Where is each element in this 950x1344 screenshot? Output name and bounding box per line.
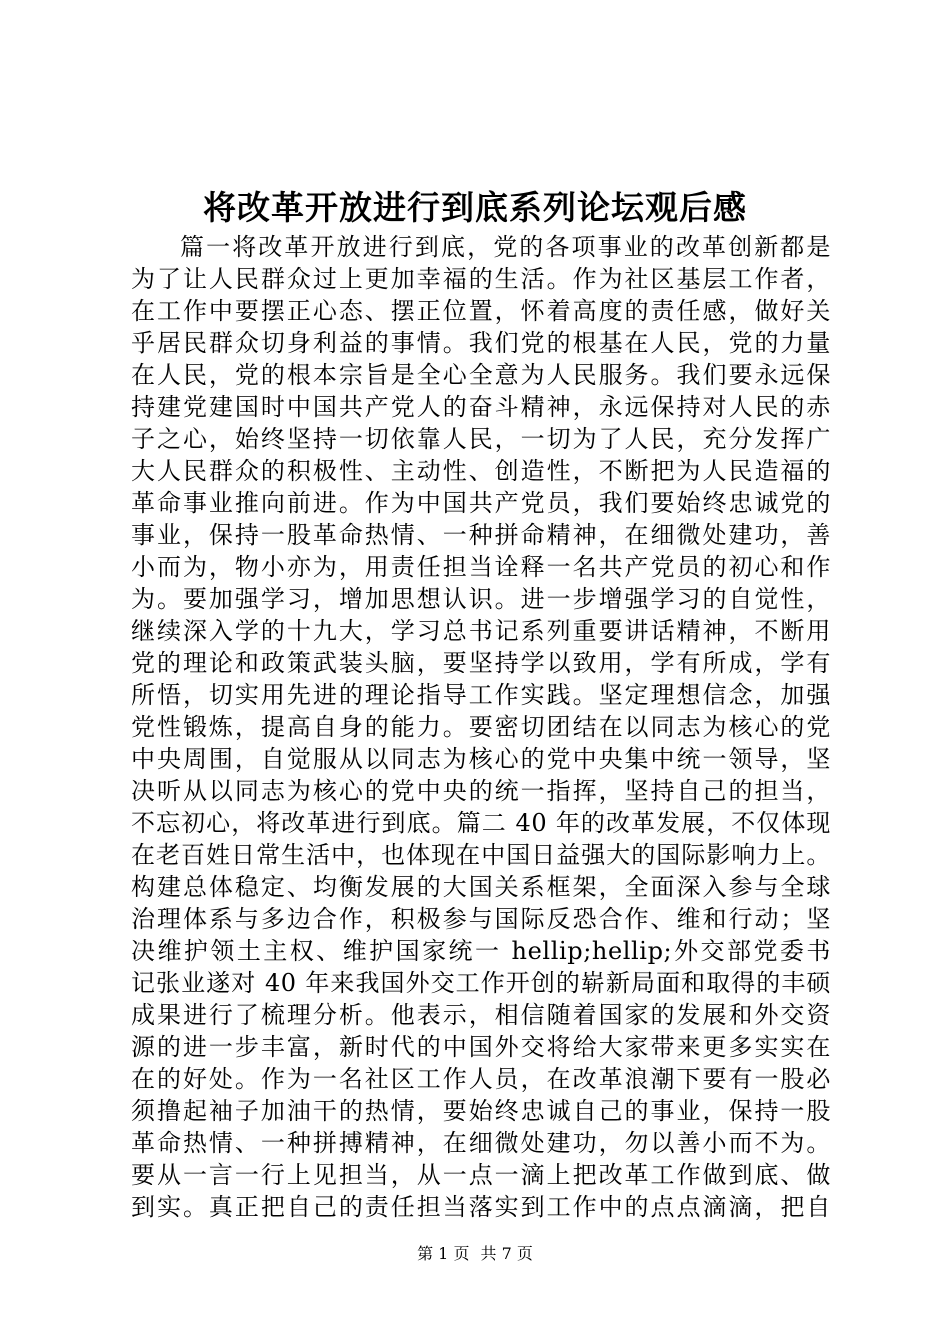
article-body bbox=[131, 231, 831, 1223]
page-footer bbox=[0, 1243, 950, 1265]
body-line: 记张业遂对 40 年来我国外交工作开创的崭新局面和取得的丰硕 bbox=[131, 969, 831, 997]
body-line: 持建党建国时中国共产党人的奋斗精神，永远保持对人民的赤 bbox=[131, 393, 831, 421]
body-line: 决维护领土主权、维护国家统一 hellip;hellip;外交部党委书 bbox=[131, 937, 831, 965]
page-number: 第 1 页 bbox=[417, 1244, 470, 1263]
body-line: 在的好处。作为一名社区工作人员，在改革浪潮下要有一股必 bbox=[131, 1065, 831, 1093]
page-total: 共 7 页 bbox=[480, 1244, 533, 1263]
body-line: 子之心，始终坚持一切依靠人民，一切为了人民，充分发挥广 bbox=[131, 425, 831, 453]
body-line: 决听从以同志为核心的党中央的统一指挥，坚持自己的担当， bbox=[131, 777, 831, 805]
page-title: 将改革开放进行到底系列论坛观后感 bbox=[203, 188, 747, 227]
body-line: 须撸起袖子加油干的热情，要始终忠诚自己的事业，保持一股 bbox=[131, 1097, 831, 1125]
body-line: 党的理论和政策武装头脑，要坚持学以致用，学有所成，学有 bbox=[131, 649, 831, 677]
body-line: 在老百姓日常生活中，也体现在中国日益强大的国际影响力上。 bbox=[131, 841, 831, 869]
body-line: 在工作中要摆正心态、摆正位置，怀着高度的责任感，做好关 bbox=[131, 297, 831, 325]
body-line: 在人民，党的根本宗旨是全心全意为人民服务。我们要永远保 bbox=[131, 361, 831, 389]
body-line: 继续深入学的十九大，学习总书记系列重要讲话精神，不断用 bbox=[131, 617, 831, 645]
body-line: 为了让人民群众过上更加幸福的生活。作为社区基层工作者， bbox=[131, 265, 831, 293]
body-line: 革命事业推向前进。作为中国共产党员，我们要始终忠诚党的 bbox=[131, 489, 831, 517]
body-line: 大人民群众的积极性、主动性、创造性，不断把为人民造福的 bbox=[131, 457, 831, 485]
body-line: 构建总体稳定、均衡发展的大国关系框架，全面深入参与全球 bbox=[131, 873, 831, 901]
body-line: 治理体系与多边合作，积极参与国际反恐合作、维和行动；坚 bbox=[131, 905, 831, 933]
body-line: 事业，保持一股革命热情、一种拼命精神，在细微处建功，善 bbox=[131, 521, 831, 549]
body-line: 革命热情、一种拼搏精神，在细微处建功，勿以善小而不为。 bbox=[131, 1129, 831, 1157]
body-line: 不忘初心，将改革进行到底。篇二 40 年的改革发展，不仅体现 bbox=[131, 809, 831, 837]
body-line: 成果进行了梳理分析。他表示，相信随着国家的发展和外交资 bbox=[131, 1001, 831, 1029]
body-line: 到实。真正把自己的责任担当落实到工作中的点点滴滴，把自 bbox=[131, 1193, 831, 1221]
body-line: 为。要加强学习，增加思想认识。进一步增强学习的自觉性， bbox=[131, 585, 831, 613]
body-line: 党性锻炼，提高自身的能力。要密切团结在以同志为核心的党 bbox=[131, 713, 831, 741]
body-line: 所悟，切实用先进的理论指导工作实践。坚定理想信念，加强 bbox=[131, 681, 831, 709]
body-line: 乎居民群众切身利益的事情。我们党的根基在人民，党的力量 bbox=[131, 329, 831, 357]
body-line: 小而为，物小亦为，用责任担当诠释一名共产党员的初心和作 bbox=[131, 553, 831, 581]
body-line: 源的进一步丰富，新时代的中国外交将给大家带来更多实实在 bbox=[131, 1033, 831, 1061]
body-line: 中央周围，自觉服从以同志为核心的党中央集中统一领导，坚 bbox=[131, 745, 831, 773]
body-line: 篇一将改革开放进行到底，党的各项事业的改革创新都是 bbox=[180, 233, 831, 261]
body-line: 要从一言一行上见担当，从一点一滴上把改革工作做到底、做 bbox=[131, 1161, 831, 1189]
